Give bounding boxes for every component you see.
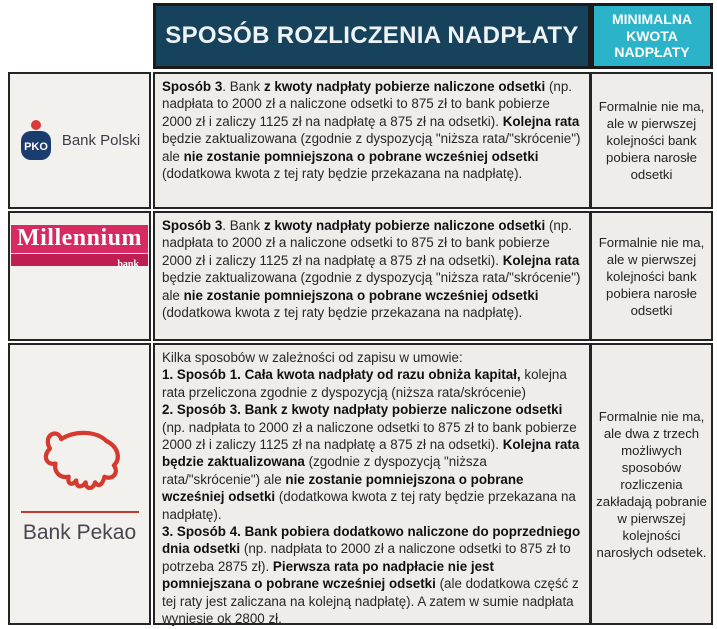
pko-bank-polski-logo: [19, 119, 140, 163]
pko-emblem-icon: [19, 119, 53, 163]
min-amount-text-millennium: Formalnie nie ma, ale w pierwszej kolejności bank pobiera narosłe odsetki: [598, 234, 705, 318]
bank-logo-cell-pekao: [8, 343, 151, 625]
bank-logo-cell-millennium: [8, 211, 151, 341]
method-text-pko: Sposób 3. Bank z kwoty nadpłaty pobierze naliczone odsetki (np. nadpłata to 2000 zł a naliczone odsetki to 875 zł to bank pobierze 2000 zł i zaliczy 1125 zł na nadpłatę a 875 zł na odsetki). Kolejna rata będzie zaktualizowana (zgodnie z dyspozycją "niższa rata/"skrócenie") ale nie zostanie pomniejszona o pobrane wcześniej odsetki (dodatkowa kwota z tej raty będzie przekazana na nadpłatę).: [162, 79, 581, 182]
min-amount-text-pko: Formalnie nie ma, ale w pierwszej kolejności bank pobiera narosłe odsetki: [598, 99, 705, 182]
pekao-logo-underline: [21, 511, 139, 513]
method-text-pekao-intro: Kilka sposobów w zależności od zapisu w umowie:: [162, 350, 463, 365]
svg-text:PKO: PKO: [23, 140, 48, 153]
bank-pekao-logo: [21, 424, 139, 545]
method-text-pekao-item3: 3. Sposób 4. Bank pobiera dodatkowo naliczone do poprzedniego dnia odsetki (np. nadpłata to 2000 zł a naliczone odsetki to 875 zł to potrzeba 2875 zł). Pierwsza rata po nadpłacie nie jest pomniejszana o pobrane wcześniej odsetki (ale dodatkowa część z tej raty jest zaliczana na kolejną nadpłatę). A zatem w sumie nadpłata wyniesie ok 2800 zł.: [162, 524, 581, 627]
bank-logo-cell-pko: [8, 72, 151, 209]
method-text-pekao-item1: 1. Sposób 1. Cała kwota nadpłaty od razu obniża kapitał, kolejna rata przeliczona zgodnie z dyspozycją (niższa rata/skrócenie): [162, 367, 567, 400]
pekao-logo-label: Bank Pekao: [22, 520, 137, 544]
method-cell-millennium: [153, 211, 591, 341]
millennium-logo: [11, 224, 148, 270]
min-amount-cell-pko: [590, 72, 713, 209]
method-text-pekao-item2: 2. Sposób 3. Bank z kwoty nadpłaty pobierze naliczone odsetki (np. nadpłata to 2000 zł a naliczone odsetki to 875 zł to bank pobierze 2000 zł i zaliczy 1125 zł na nadpłatę a 875 zł na odsetki). Kolejna rata będzie zaktualizowana (zgodnie z dyspozycją "niższa rata/"skrócenie") ale nie zostanie pomniejszona o pobrane wcześniej odsetki (dodatkowa kwota z tej raty będzie przekazana na nadpłatę).: [162, 402, 580, 522]
header-min-amount-title: [591, 3, 713, 69]
min-amount-cell-pekao: [590, 343, 713, 625]
millennium-wordmark: Millennium: [16, 224, 142, 251]
header-method-title: [153, 3, 591, 69]
method-cell-pekao: [153, 343, 591, 625]
min-amount-text-pekao: Formalnie nie ma, ale dwa z trzech możliwych sposobów rozliczenia zakładają pobranie w pierwszej kolejności narosłych odsetek.: [596, 408, 707, 560]
header-min-amount-label: MINIMALNA KWOTA NADPŁATY: [611, 11, 693, 61]
millennium-logo-strip: [11, 253, 148, 270]
pekao-bison-icon: [22, 424, 138, 504]
millennium-bank-label: bank: [117, 258, 139, 270]
pko-logo-label: Bank Polski: [61, 132, 141, 149]
method-text-millennium: Sposób 3. Bank z kwoty nadpłaty pobierze naliczone odsetki (np. nadpłata to 2000 zł a naliczone odsetki to 875 zł to bank pobierze 2000 zł i zaliczy 1125 zł na nadpłatę a 875 zł na odsetki). Kolejna rata będzie zaktualizowana (zgodnie z dyspozycją "niższa rata/"skrócenie") ale nie zostanie pomniejszona o pobrane wcześniej odsetki (dodatkowa kwota z tej raty będzie przekazana na nadpłatę).: [162, 218, 581, 321]
method-cell-pko: [153, 72, 591, 209]
header-method-label: SPOSÓB ROZLICZENIA NADPŁATY: [165, 22, 579, 49]
min-amount-cell-millennium: [590, 211, 713, 341]
